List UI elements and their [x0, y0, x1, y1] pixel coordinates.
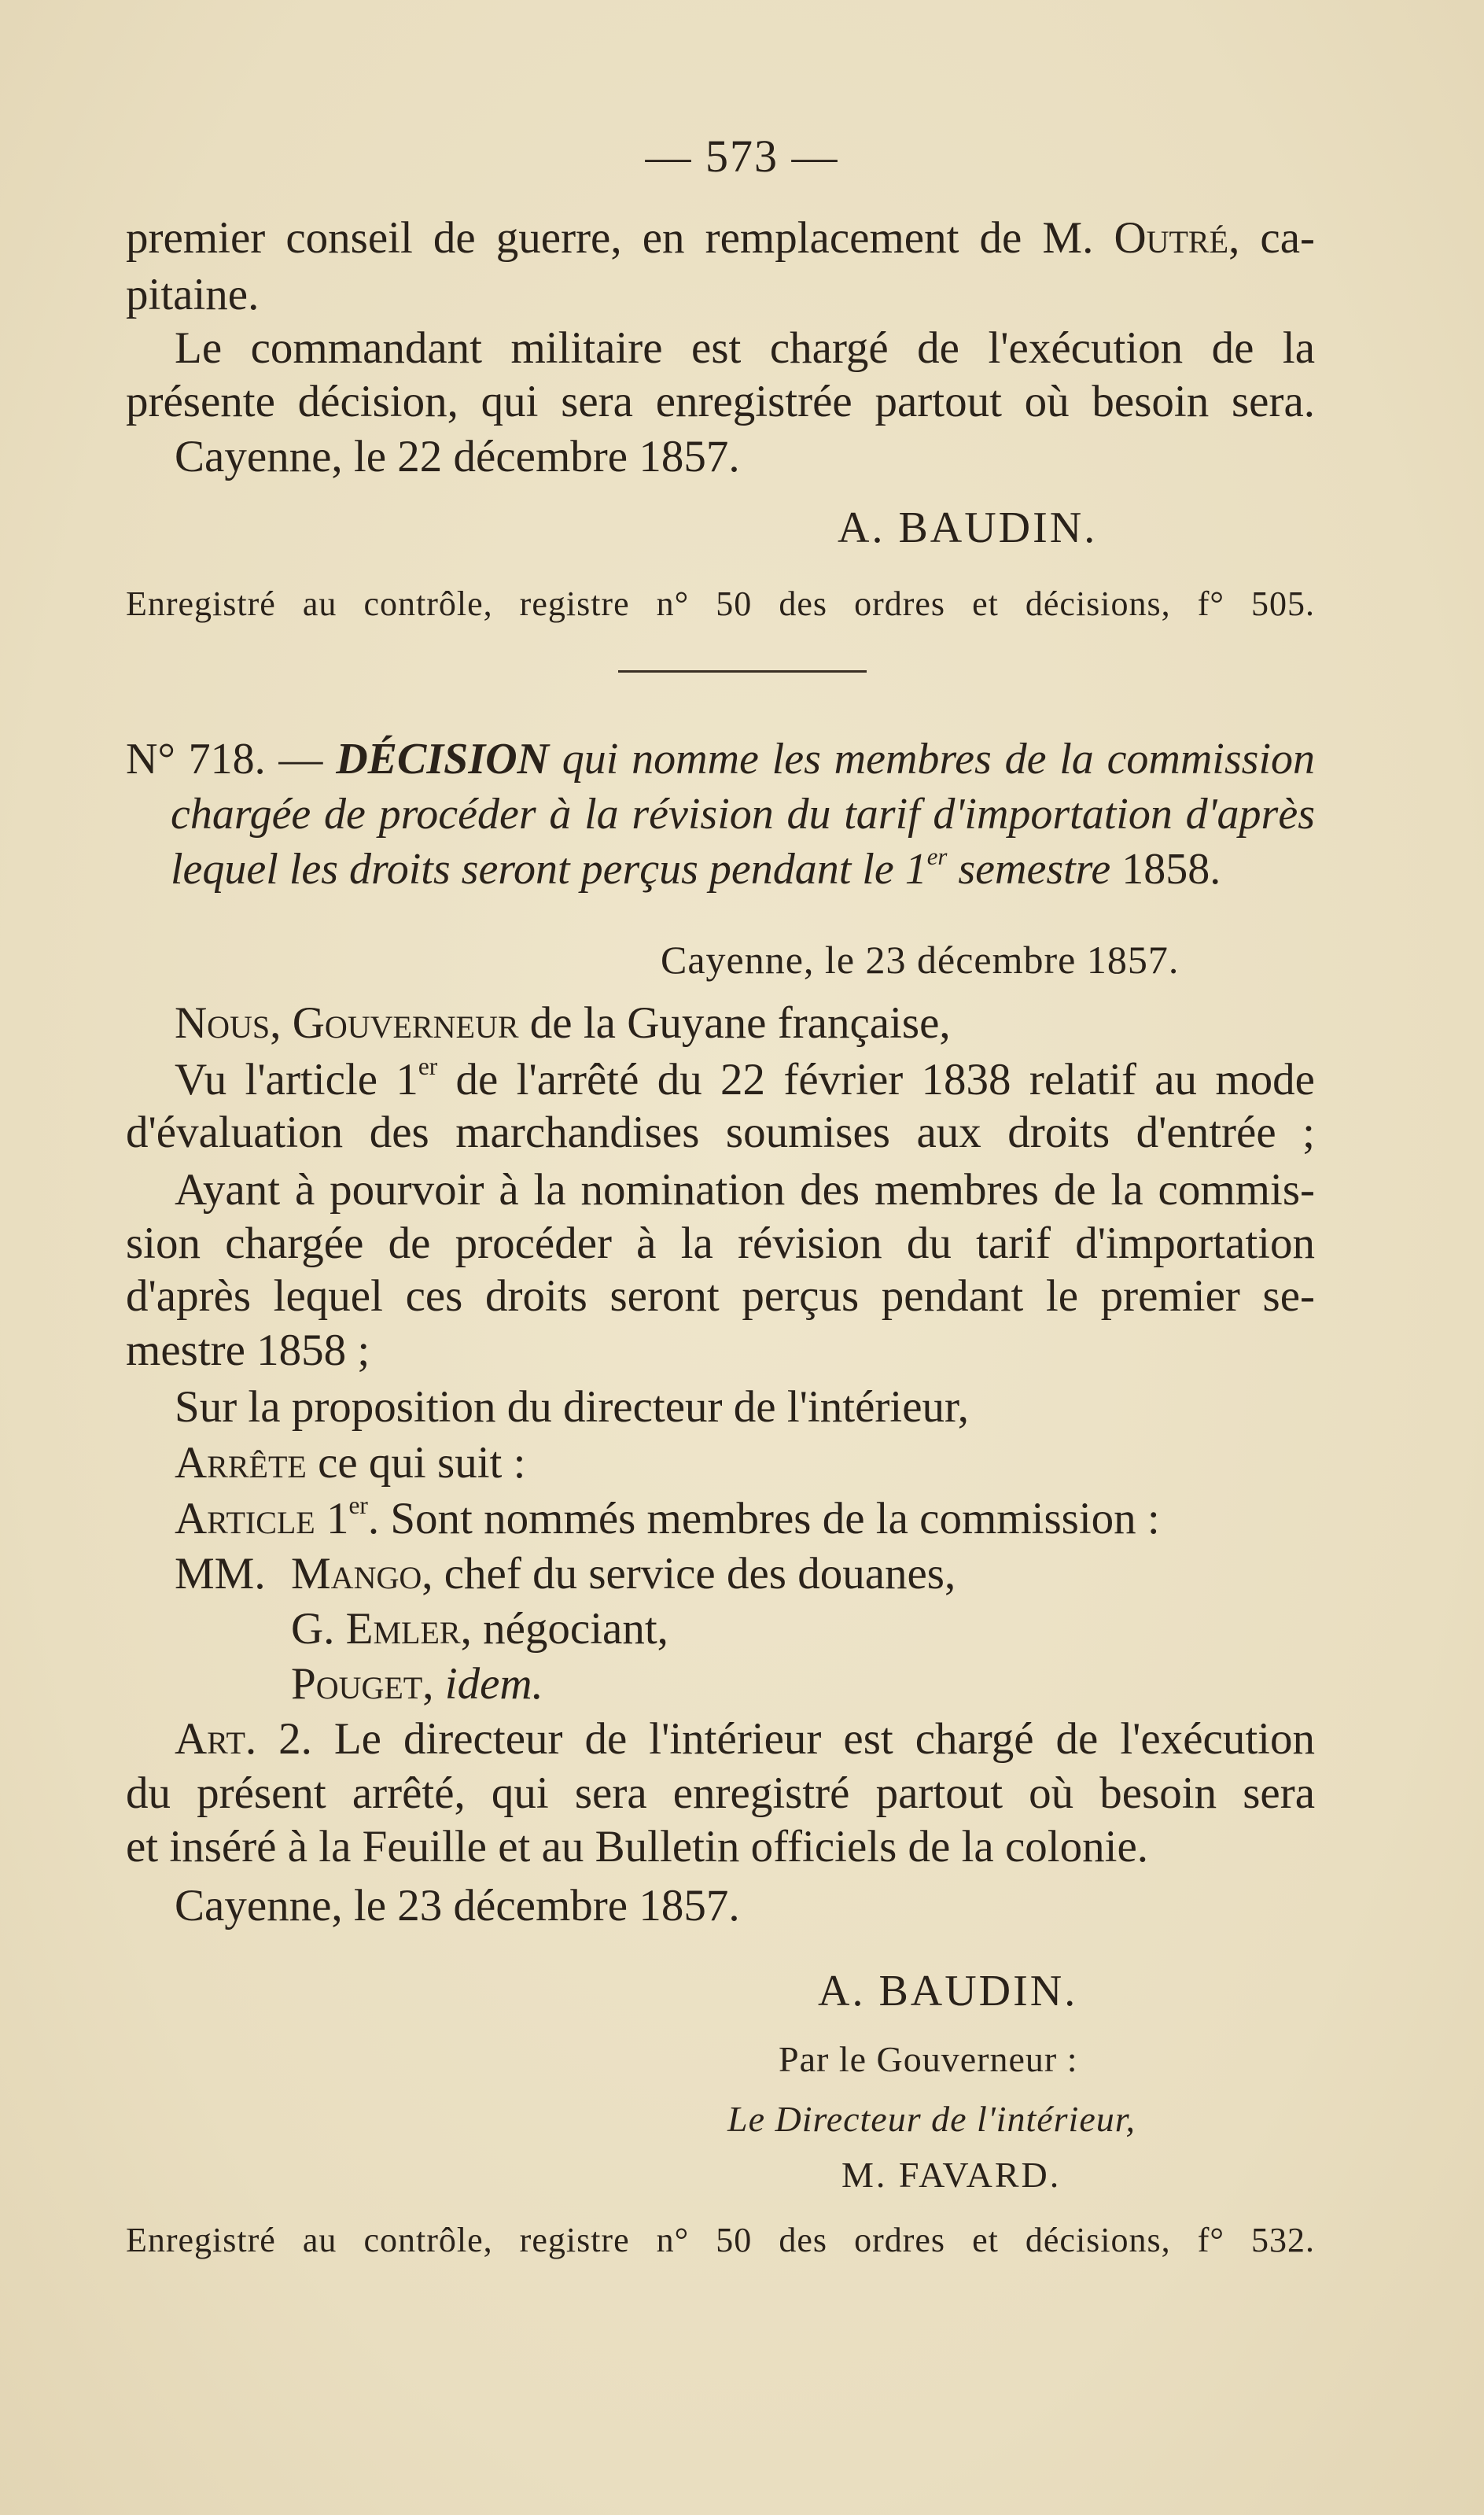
text: , — [422, 1659, 445, 1709]
mm-label: MM. — [175, 1549, 266, 1599]
text: Vu l'article 1 — [175, 1055, 418, 1104]
superscript: er — [418, 1053, 438, 1081]
text: qui nomme les membres de la commission — [549, 735, 1316, 784]
text: Gouverneur — [292, 998, 519, 1048]
paragraph-line: pitaine. — [126, 270, 260, 319]
paragraph-line: Ayant à pourvoir à la nomination des membres de la commis- — [175, 1165, 1315, 1215]
text: , chef du service des douanes, — [422, 1549, 956, 1599]
decision-title: DÉCISION — [336, 735, 549, 784]
text: Article — [175, 1494, 315, 1543]
text: , ca- — [1228, 213, 1315, 263]
member-line — [291, 1657, 543, 1712]
signature: A. BAUDIN. — [838, 503, 1098, 552]
text: premier conseil de guerre, en remplacement de M. — [126, 213, 1114, 263]
person-name: Emler — [345, 1604, 461, 1654]
date-line: Cayenne, le 23 décembre 1857. — [175, 1881, 740, 1931]
text: , négociant, — [460, 1604, 668, 1654]
person-name: Pouget — [291, 1659, 423, 1709]
place-date: Cayenne, le 23 décembre 1857. — [661, 938, 1180, 982]
section-divider — [618, 670, 867, 673]
text: G. — [291, 1604, 346, 1654]
paragraph-line: présente décision, qui sera enregistrée partout où besoin sera. — [126, 377, 1315, 426]
text: . 2. Le directeur de l'intérieur est chargé de l'exécution — [245, 1714, 1315, 1764]
text: Nous — [175, 998, 271, 1048]
text: Arrête — [175, 1438, 307, 1488]
text: ce qui suit : — [306, 1438, 526, 1488]
paragraph-line — [126, 211, 1315, 266]
paragraph-line — [126, 1712, 1315, 1767]
text: 1 — [315, 1494, 349, 1543]
text: de la Guyane française, — [518, 998, 951, 1048]
governor-line: Par le Gouverneur : — [779, 2039, 1078, 2079]
paragraph-line: et inséré à la Feuille et au Bulletin officiels de la colonie. — [126, 1822, 1149, 1871]
text: — — [265, 735, 337, 784]
registration-note: Enregistré au contrôle, registre n° 50 des ordres et décisions, f° 532. — [126, 2221, 1315, 2259]
person-name: Outré — [1114, 213, 1229, 263]
director-title: Le Directeur de l'intérieur, — [727, 2099, 1136, 2139]
text: Art — [175, 1714, 245, 1764]
paragraph-line — [126, 1436, 1315, 1491]
text: . Sont nommés membres de la commission : — [367, 1494, 1160, 1543]
registration-note: Enregistré au contrôle, registre n° 50 des ordres et décisions, f° 505. — [126, 584, 1315, 623]
superscript: er — [348, 1492, 368, 1520]
director-name: M. FAVARD. — [841, 2155, 1062, 2195]
paragraph-line: Le commandant militaire est chargé de l'exécution de la — [175, 323, 1315, 373]
paragraph-line: d'après lequel ces droits seront perçus pendant le premier se- — [126, 1271, 1315, 1321]
date-line: Cayenne, le 22 décembre 1857. — [175, 432, 740, 481]
text: de l'arrêté du 22 février 1838 relatif au mode — [437, 1055, 1315, 1104]
decision-heading-line — [126, 732, 1315, 787]
paragraph-line — [126, 996, 1315, 1051]
member-line — [291, 1547, 956, 1602]
text: , — [270, 998, 293, 1048]
paragraph-line — [126, 1053, 1315, 1108]
text: 1858. — [1121, 845, 1221, 894]
decision-number: N° 718. — [126, 735, 266, 784]
paragraph-line: Sur la proposition du directeur de l'intérieur, — [175, 1382, 969, 1432]
text: idem. — [444, 1659, 543, 1709]
person-name: Mango — [291, 1549, 422, 1599]
paragraph-line: du présent arrêté, qui sera enregistré partout où besoin sera — [126, 1768, 1315, 1818]
superscript: er — [926, 843, 948, 870]
text: semestre — [947, 845, 1122, 894]
text: lequel les droits seront perçus pendant le 1 — [171, 845, 927, 894]
signature: A. BAUDIN. — [818, 1967, 1078, 2015]
paragraph-line: d'évaluation des marchandises soumises aux droits d'entrée ; — [126, 1108, 1315, 1157]
member-line — [291, 1602, 668, 1657]
decision-heading-line: chargée de procéder à la révision du tarif d'importation d'après — [171, 790, 1315, 839]
paragraph-line: sion chargée de procéder à la révision du tarif d'importation — [126, 1219, 1315, 1268]
decision-heading-line — [126, 842, 1315, 897]
page-number: — 573 — — [645, 131, 839, 182]
paragraph-line: mestre 1858 ; — [126, 1326, 370, 1375]
paragraph-line — [126, 1492, 1315, 1547]
